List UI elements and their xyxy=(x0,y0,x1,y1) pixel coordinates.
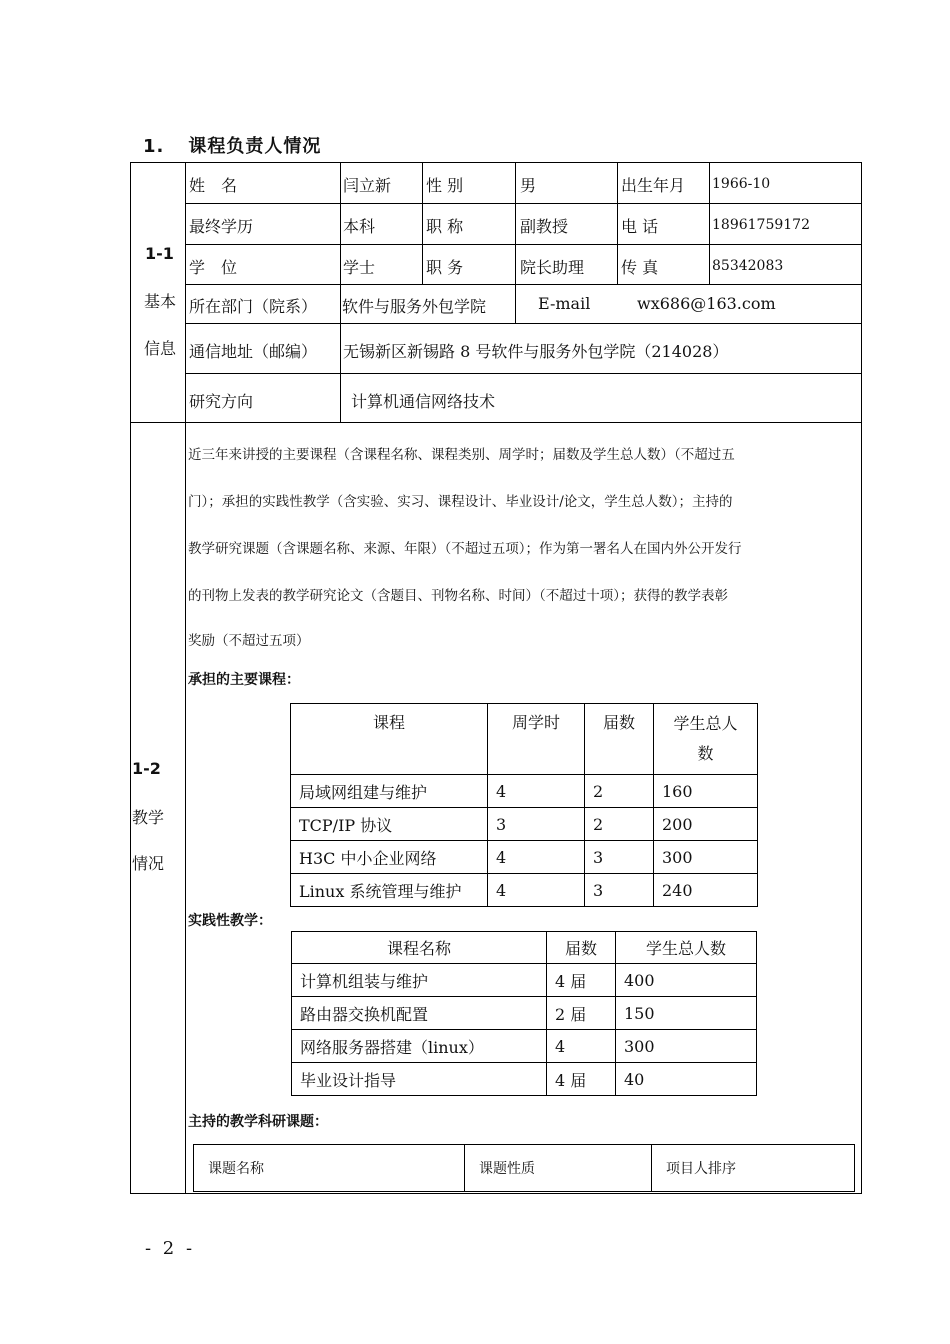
section-heading xyxy=(143,132,321,158)
main-courses-table xyxy=(290,703,758,907)
header-course: 课程 xyxy=(291,704,488,775)
cell-students: 300 xyxy=(654,841,758,874)
phone-label: 电 话 xyxy=(621,217,659,236)
intro-line-2: 门）；承担的实践性教学（含实验、实习、课程设计、毕业设计/论文，学生总人数）；主持的 xyxy=(188,494,733,510)
header-sessions: 届数 xyxy=(547,932,616,964)
cell-course: 局域网组建与维护 xyxy=(291,775,488,808)
cell-sessions: 3 xyxy=(585,841,654,874)
table-border-right xyxy=(861,162,862,1194)
table-row xyxy=(291,841,758,874)
projects-heading: 主持的教学科研课题： xyxy=(188,1114,328,1130)
education-value: 本科 xyxy=(343,217,376,236)
table-row xyxy=(291,874,758,907)
birth-value: 1966-10 xyxy=(712,176,771,192)
header-project-name: 课题名称 xyxy=(194,1145,465,1192)
intro-line-5: 奖励（不超过五项） xyxy=(188,633,310,649)
degree-value: 学士 xyxy=(343,258,376,277)
intro-line-4: 的刊物上发表的教学研究论文（含题目、刊物名称、时间）（不超过十项）；获得的教学表彰 xyxy=(188,588,728,604)
grid-v2 xyxy=(422,162,423,284)
email-value: wx686@163.com xyxy=(637,294,776,313)
cell-course: 网络服务器搭建（linux） xyxy=(292,1030,547,1063)
cell-students: 40 xyxy=(616,1063,757,1096)
research-label: 研究方向 xyxy=(189,392,254,411)
cell-students: 150 xyxy=(616,997,757,1030)
table-row xyxy=(291,808,758,841)
cell-course: 路由器交换机配置 xyxy=(292,997,547,1030)
degree-label: 学 位 xyxy=(189,258,238,277)
header-students: 学生总人数 xyxy=(616,932,757,964)
basic-info-side-line1: 基本 xyxy=(144,292,177,311)
cell-sessions: 4 届 xyxy=(547,1063,616,1096)
cell-sessions: 4 届 xyxy=(547,964,616,997)
cell-course: 计算机组装与维护 xyxy=(292,964,547,997)
cell-students: 160 xyxy=(654,775,758,808)
cell-sessions: 4 xyxy=(547,1030,616,1063)
header-sessions: 届数 xyxy=(585,704,654,775)
title-value: 副教授 xyxy=(520,217,569,236)
table-row xyxy=(292,1063,757,1096)
grid-v5 xyxy=(709,162,710,284)
basic-info-side-line2: 信息 xyxy=(144,339,177,358)
grid-v3 xyxy=(515,162,516,323)
cell-students: 400 xyxy=(616,964,757,997)
table-row xyxy=(292,964,757,997)
cell-course: H3C 中小企业网络 xyxy=(291,841,488,874)
table-row xyxy=(291,775,758,808)
dept-label: 所在部门（院系） xyxy=(189,297,318,316)
education-label: 最终学历 xyxy=(189,217,254,236)
header-project-type: 课题性质 xyxy=(465,1145,652,1192)
table-border-left xyxy=(130,162,131,1194)
cell-course: 毕业设计指导 xyxy=(292,1063,547,1096)
cell-students: 240 xyxy=(654,874,758,907)
gender-value: 男 xyxy=(520,176,537,195)
cell-hours: 4 xyxy=(488,841,585,874)
title-label: 职 称 xyxy=(426,217,464,236)
cell-sessions: 2 xyxy=(585,775,654,808)
table-header-row xyxy=(194,1145,855,1192)
header-course-name: 课程名称 xyxy=(292,932,547,964)
section-number: 1. xyxy=(143,136,165,157)
address-value: 无锡新区新锡路 8 号软件与服务外包学院（214028） xyxy=(343,342,729,361)
header-weekly-hours: 周学时 xyxy=(488,704,585,775)
cell-sessions: 2 届 xyxy=(547,997,616,1030)
grid-h2 xyxy=(185,244,862,245)
birth-label: 出生年月 xyxy=(621,176,686,195)
cell-hours: 3 xyxy=(488,808,585,841)
grid-h3 xyxy=(185,284,862,285)
name-value: 闫立新 xyxy=(343,176,392,195)
grid-h5 xyxy=(185,373,862,374)
grid-v4 xyxy=(617,162,618,284)
grid-h1 xyxy=(185,203,862,204)
intro-line-1: 近三年来讲授的主要课程（含课程名称、课程类别、周学时；届数及学生总人数）（不超过五 xyxy=(188,447,735,463)
intro-line-3: 教学研究课题（含课题名称、来源、年限）（不超过五项）；作为第一署名人在国内外公开发行 xyxy=(188,541,742,557)
position-label: 职 务 xyxy=(426,258,464,277)
header-students: 学生总人 数 xyxy=(654,704,758,775)
cell-sessions: 3 xyxy=(585,874,654,907)
address-label: 通信地址（邮编） xyxy=(189,342,318,361)
teaching-side-code: 1-2 xyxy=(132,759,161,778)
research-value: 计算机通信网络技术 xyxy=(351,392,496,411)
page-number: - 2 - xyxy=(145,1238,196,1259)
basic-info-side-code: 1-1 xyxy=(145,244,174,263)
header-member-rank: 项目人排序 xyxy=(652,1145,855,1192)
section-title: 课程负责人情况 xyxy=(188,136,322,157)
section-divider xyxy=(130,422,862,423)
projects-table xyxy=(193,1144,855,1192)
table-row xyxy=(292,1030,757,1063)
teaching-side-line1: 教学 xyxy=(132,808,165,827)
fax-value: 85342083 xyxy=(712,258,784,274)
cell-hours: 4 xyxy=(488,874,585,907)
table-header-row xyxy=(292,932,757,964)
cell-course: TCP/IP 协议 xyxy=(291,808,488,841)
side-column-divider xyxy=(185,162,186,1194)
email-label: E-mail xyxy=(538,294,591,313)
main-courses-heading: 承担的主要课程： xyxy=(188,672,300,688)
gender-label: 性 别 xyxy=(426,176,464,195)
table-border-top xyxy=(130,162,862,163)
fax-label: 传 真 xyxy=(621,258,659,277)
cell-students: 200 xyxy=(654,808,758,841)
practice-heading: 实践性教学： xyxy=(188,913,272,929)
table-header-row xyxy=(291,704,758,775)
phone-value: 18961759172 xyxy=(712,217,810,233)
teaching-side-line2: 情况 xyxy=(132,854,165,873)
position-value: 院长助理 xyxy=(520,258,585,277)
cell-hours: 4 xyxy=(488,775,585,808)
grid-h4 xyxy=(185,323,862,324)
grid-v-label xyxy=(340,162,341,422)
cell-students: 300 xyxy=(616,1030,757,1063)
practice-table xyxy=(291,931,757,1096)
cell-course: Linux 系统管理与维护 xyxy=(291,874,488,907)
table-row xyxy=(292,997,757,1030)
dept-value: 软件与服务外包学院 xyxy=(342,297,487,316)
name-label: 姓 名 xyxy=(189,176,238,195)
cell-sessions: 2 xyxy=(585,808,654,841)
table-border-bottom xyxy=(130,1193,862,1194)
